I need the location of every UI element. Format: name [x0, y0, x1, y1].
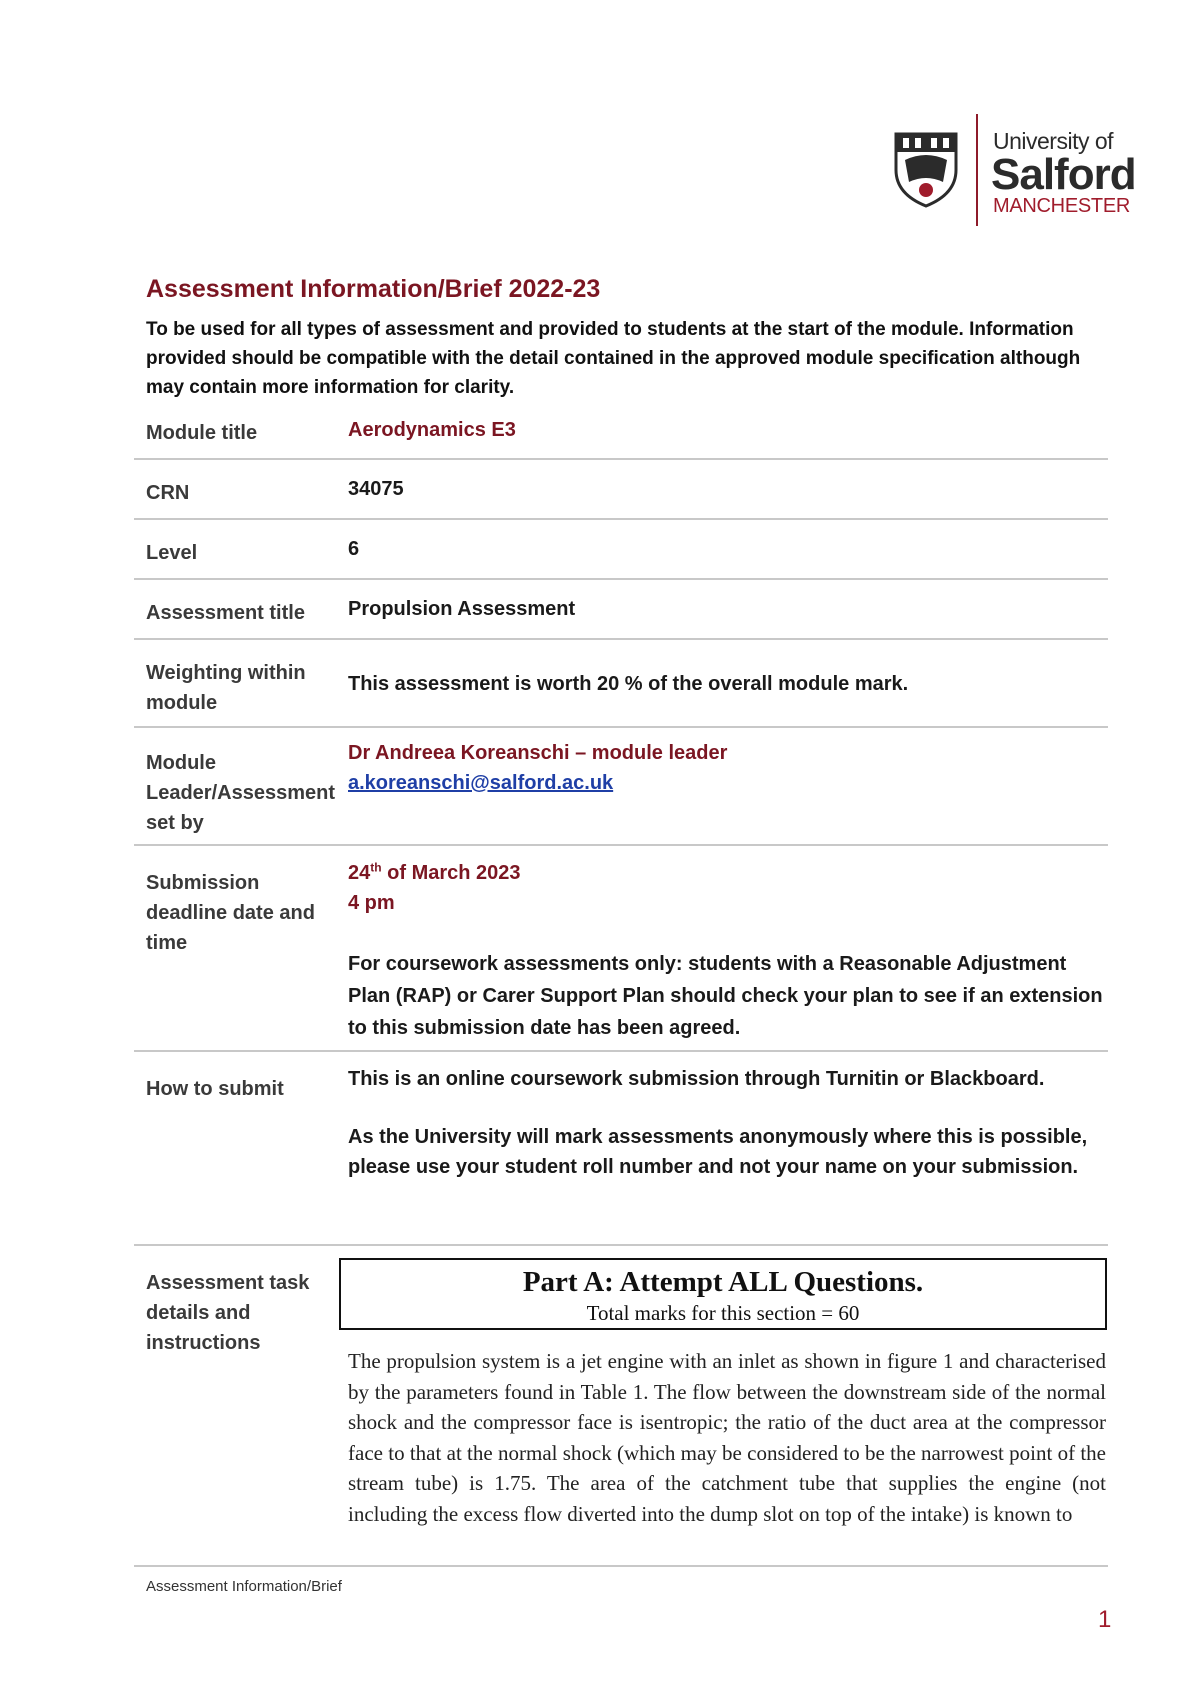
- deadline-time: 4 pm: [348, 892, 395, 914]
- logo-divider: [976, 114, 978, 226]
- module-title-value: Aerodynamics E3: [348, 419, 516, 441]
- deadline-date: [348, 858, 1108, 888]
- assessment-title-value: Propulsion Assessment: [348, 598, 576, 620]
- page-title: Assessment Information/Brief 2022-23: [146, 275, 601, 303]
- part-a-box: [339, 1258, 1107, 1330]
- deadline-day: 24: [348, 862, 371, 884]
- part-a-marks: Total marks for this section = 60: [586, 1301, 860, 1325]
- row-divider: [134, 638, 1108, 640]
- deadline-day-suffix: th: [370, 860, 382, 875]
- crn-label: CRN: [146, 482, 190, 504]
- how-to-submit-line2: As the University will mark assessments anonymously where this is possible, please use your student roll number and not your name on your submission.: [348, 1126, 1088, 1178]
- how-to-submit-line1: This is an online coursework submission through Turnitin or Blackboard.: [348, 1068, 1045, 1090]
- deadline-note: For coursework assessments only: students with a Reasonable Adjustment Plan (RAP) or Carer Support Plan should check your plan to see if an extension to this submission date has been agreed.: [348, 953, 1103, 1039]
- logo-salford: Salford: [991, 150, 1136, 199]
- crest-icon: [893, 130, 959, 208]
- intro-text: To be used for all types of assessment and provided to students at the start of the module. Information provided should be compatible with the detail contained in the approved module specification although may contain more information for clarity.: [146, 319, 1081, 398]
- row-divider: [134, 578, 1108, 580]
- deadline-date-rest: of March 2023: [381, 862, 521, 884]
- weighting-value: This assessment is worth 20 % of the overall module mark.: [348, 673, 909, 695]
- module-leader-email-link[interactable]: a.koreanschi@salford.ac.uk: [348, 772, 614, 794]
- task-label: Assessment task details and instructions: [146, 1272, 310, 1354]
- crn-value: 34075: [348, 478, 404, 500]
- footer-text: Assessment Information/Brief: [146, 1578, 342, 1595]
- module-leader-name: Dr Andreea Koreanschi – module leader: [348, 742, 728, 764]
- task-body-text: The propulsion system is a jet engine with an inlet as shown in figure 1 and characterised by the parameters found in Table 1. The flow between the downstream side of the normal shock and the compressor face is isentropic; the ratio of the duct area at the compressor face to that at the normal shock (which may be considered to be the narrowest point of the stream tube) is 1.75. The area of the catchment tube that supplies the engine (not including the excess flow diverted into the dump slot on top of the intake) is known to: [348, 1349, 1106, 1526]
- university-logo: [893, 112, 1136, 230]
- row-divider: [134, 844, 1108, 846]
- level-value: 6: [348, 538, 360, 560]
- deadline-label: Submission deadline date and time: [146, 872, 315, 954]
- row-divider: [134, 1244, 1108, 1246]
- how-to-submit-label: How to submit: [146, 1078, 284, 1100]
- assessment-title-label: Assessment title: [146, 602, 305, 624]
- module-leader-label: Module Leader/Assessment set by: [146, 752, 335, 834]
- logo-manchester: MANCHESTER: [993, 195, 1131, 217]
- level-label: Level: [146, 542, 198, 564]
- page-number: 1: [1098, 1606, 1112, 1633]
- row-divider: [134, 726, 1108, 728]
- row-divider: [134, 458, 1108, 460]
- module-leader-email-row: [348, 768, 1108, 798]
- part-a-title: Part A: Attempt ALL Questions.: [522, 1266, 924, 1298]
- logo-university-of: University of: [993, 128, 1114, 154]
- module-title-label: Module title: [146, 422, 258, 444]
- weighting-label: Weighting within module: [146, 662, 306, 714]
- row-divider: [134, 518, 1108, 520]
- footer-divider: [134, 1565, 1108, 1567]
- row-divider: [134, 1050, 1108, 1052]
